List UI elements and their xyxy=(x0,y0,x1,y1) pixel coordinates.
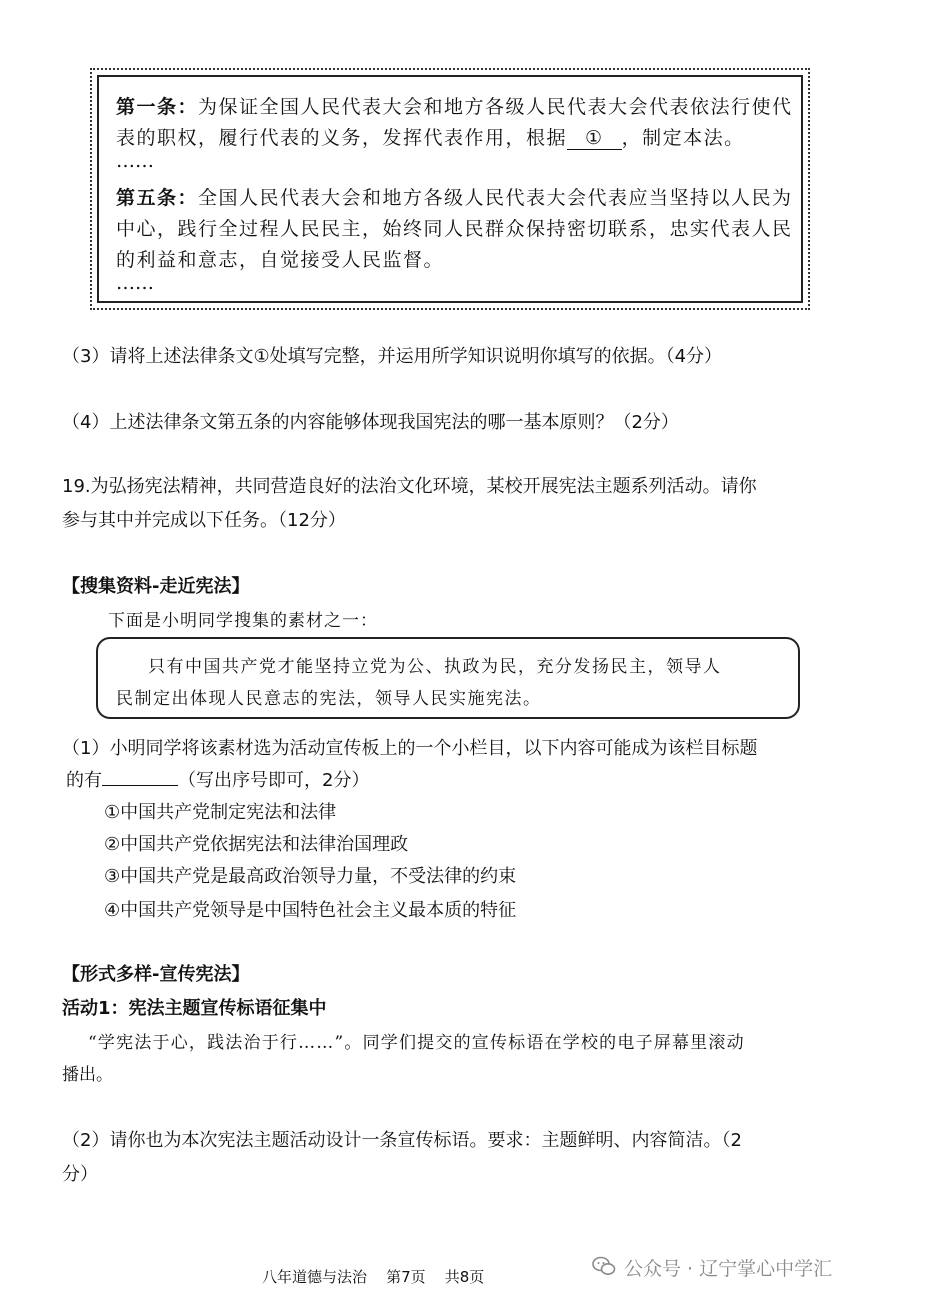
activity-1-title: 活动1：宪法主题宣传标语征集中 xyxy=(62,998,327,1019)
subquestion-1-line-2 xyxy=(66,766,369,792)
question-4: （4）上述法律条文第五条的内容能够体现我国宪法的哪一基本原则？（2分） xyxy=(62,412,679,433)
question-3: （3）请将上述法律条文①处填写完整，并运用所学知识说明你填写的依据。（4分） xyxy=(62,346,723,367)
section-collect-materials: 【搜集资料-走近宪法】 xyxy=(62,576,250,597)
subquestion-2-line-2: 分） xyxy=(62,1164,98,1185)
activity-1-line-1: “学宪法于心，践法治于行……”。同学们提交的宣传标语在学校的电子屏幕里滚动 xyxy=(88,1033,745,1053)
material-line-1: 只有中国共产党才能坚持立党为公、执政为民，充分发扬民主，领导人 xyxy=(148,657,722,677)
subquestion-1-line-1: （1）小明同学将该素材选为活动宣传板上的一个小栏目，以下内容可能成为该栏目标题 xyxy=(62,738,758,759)
subquestion-2-line-1: （2）请你也为本次宪法主题活动设计一条宣传标语。要求：主题鲜明、内容简洁。（2 xyxy=(62,1130,742,1151)
article-1-text-c: ，制定本法。 xyxy=(621,127,745,149)
activity-1-line-2: 播出。 xyxy=(62,1065,113,1085)
article-5-text-a: 全国人民代表大会和地方各级人民代表大会代表应当坚持以人民为 xyxy=(198,187,793,209)
article-5-label: 第五条： xyxy=(116,187,199,209)
article-1-text-b: 表的职权，履行代表的义务，发挥代表作用，根据 xyxy=(116,127,568,149)
option-3: ③中国共产党是最高政治领导力量，不受法律的约束 xyxy=(104,866,517,887)
answer-blank xyxy=(102,769,178,786)
watermark: 公众号 · 辽宁掌心中学汇 xyxy=(624,1258,833,1280)
article-1-line-2 xyxy=(116,123,745,150)
wechat-icon xyxy=(592,1256,616,1276)
section-promote-constitution: 【形式多样-宣传宪法】 xyxy=(62,964,250,985)
article-1-label: 第一条： xyxy=(116,96,199,118)
question-19-line-2: 参与其中并完成以下任务。（12分） xyxy=(62,510,346,531)
subquestion-1-prefix: 的有 xyxy=(66,770,102,791)
article-1-blank: ① xyxy=(567,127,622,150)
article-5-line-2: 中心，践行全过程人民民主，始终同人民群众保持密切联系，忠实代表人民 xyxy=(116,218,793,240)
article-1-text-a: 为保证全国人民代表大会和地方各级人民代表大会代表依法行使代 xyxy=(198,96,793,118)
article-1-line-1 xyxy=(116,92,793,119)
material-intro: 下面是小明同学搜集的素材之一： xyxy=(108,611,378,631)
article-5-line-3: 的利益和意志，自觉接受人民监督。 xyxy=(116,249,445,271)
option-4: ④中国共产党领导是中国特色社会主义最本质的特征 xyxy=(104,900,517,921)
ellipsis-2: …… xyxy=(116,272,154,294)
option-2: ②中国共产党依据宪法和法律治国理政 xyxy=(104,834,409,855)
option-1: ①中国共产党制定宪法和法律 xyxy=(104,802,337,823)
material-line-2: 民制定出体现人民意志的宪法，领导人民实施宪法。 xyxy=(116,689,542,709)
article-5-line-1 xyxy=(116,183,793,210)
subquestion-1-suffix: （写出序号即可，2分） xyxy=(178,770,370,791)
ellipsis-1: …… xyxy=(116,150,154,172)
page-footer: 八年道德与法治 第7页 共8页 xyxy=(262,1268,485,1286)
question-19-line-1: 19.为弘扬宪法精神，共同营造良好的法治文化环境，某校开展宪法主题系列活动。请你 xyxy=(62,476,757,497)
